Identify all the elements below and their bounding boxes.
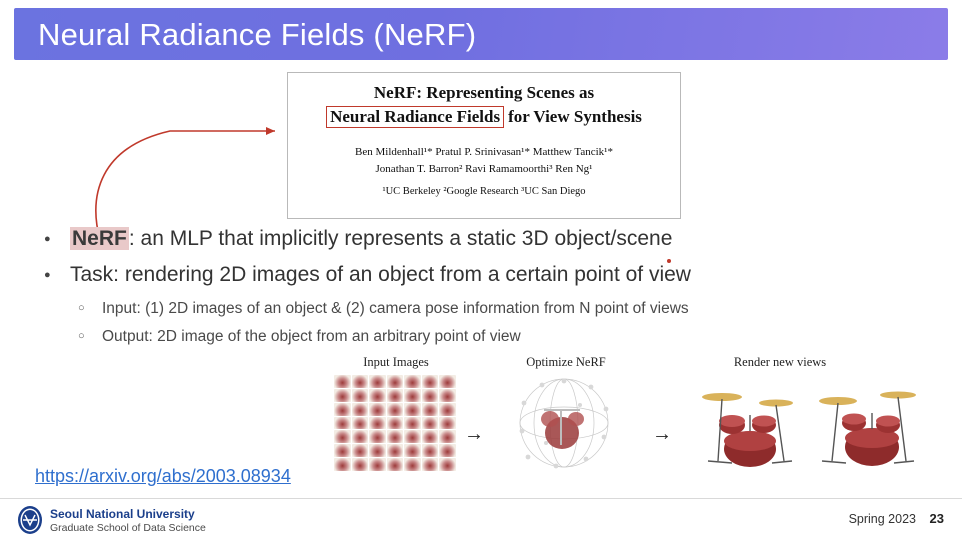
input-image-thumbnail [334, 458, 351, 471]
annotation-dot-icon [667, 259, 671, 263]
input-image-thumbnail [387, 444, 404, 457]
input-image-thumbnail [369, 389, 386, 402]
paper-authors-line2: Jonathan T. Barron² Ravi Ramamoorthi³ Ren Ng¹ [375, 163, 593, 175]
input-image-thumbnail [404, 430, 421, 443]
paper-title-line2 [288, 106, 680, 128]
input-image-thumbnail [387, 403, 404, 416]
bullet-item-3 [30, 296, 930, 321]
figure-arrow-1-icon: → [464, 423, 484, 445]
input-image-thumbnail [404, 403, 421, 416]
input-image-thumbnail [334, 403, 351, 416]
paper-title-highlight-box: Neural Radiance Fields [326, 106, 504, 128]
paper-affiliations: ¹UC Berkeley ²Google Research ³UC San Diego [382, 186, 586, 197]
input-image-thumbnail [387, 458, 404, 471]
input-image-thumbnail [422, 403, 439, 416]
input-image-thumbnail [352, 403, 369, 416]
input-image-thumbnail [422, 375, 439, 388]
university-name: Seoul National University [50, 507, 195, 521]
input-image-thumbnail [369, 444, 386, 457]
footer-divider [0, 498, 962, 499]
figure-render-view-2 [810, 375, 926, 475]
paper-header-card [287, 72, 681, 219]
input-image-thumbnail [439, 417, 456, 430]
input-image-thumbnail [369, 430, 386, 443]
input-image-thumbnail [422, 430, 439, 443]
input-image-thumbnail [404, 444, 421, 457]
input-image-thumbnail [334, 444, 351, 457]
figure-caption-input: Input Images [363, 355, 429, 369]
figure-caption-optimize: Optimize NeRF [526, 355, 606, 369]
input-image-thumbnail [369, 458, 386, 471]
bullet-3-text: Input: (1) 2D images of an object & (2) camera pose information from N point of views [102, 300, 689, 317]
input-image-thumbnail [352, 375, 369, 388]
university-logo-icon [16, 505, 44, 535]
bullet-2-text: Task: rendering 2D images of an object from a certain point of view [70, 263, 691, 286]
paper-authors-line1: Ben Mildenhall¹* Pratul P. Srinivasan¹* Matthew Tancik¹* [355, 146, 613, 158]
bullet-item-2 [30, 260, 930, 290]
input-image-thumbnail [387, 375, 404, 388]
input-image-thumbnail [352, 444, 369, 457]
input-image-thumbnail [404, 389, 421, 402]
input-image-thumbnail [369, 403, 386, 416]
input-image-thumbnail [387, 389, 404, 402]
bullet-1-text: : an MLP that implicitly represents a static 3D object/scene [128, 227, 673, 250]
input-image-thumbnail [387, 417, 404, 430]
nerf-pipeline-figure [300, 355, 920, 475]
input-image-thumbnail [404, 375, 421, 388]
bullet-1-highlight: NeRF [72, 227, 127, 250]
bullet-item-1 [30, 224, 930, 254]
paper-title-rest: for View Synthesis [508, 107, 642, 126]
input-image-thumbnail [387, 430, 404, 443]
input-image-thumbnail [334, 389, 351, 402]
input-image-thumbnail [334, 417, 351, 430]
input-image-thumbnail [404, 417, 421, 430]
input-image-thumbnail [404, 458, 421, 471]
input-image-thumbnail [422, 458, 439, 471]
figure-optimize-nerf-panel [496, 375, 636, 473]
bullet-item-4 [30, 324, 930, 349]
figure-caption-render: Render new views [733, 355, 827, 369]
term-label: Spring 2023 [848, 512, 916, 526]
figure-render-view-1 [692, 375, 808, 475]
page-number: 23 [929, 511, 944, 526]
input-image-thumbnail [439, 389, 456, 402]
input-image-thumbnail [439, 458, 456, 471]
input-image-thumbnail [439, 375, 456, 388]
arxiv-link[interactable]: https://arxiv.org/abs/2003.08934 [35, 466, 291, 486]
input-image-thumbnail [352, 389, 369, 402]
slide-title-bar [14, 8, 948, 60]
input-image-thumbnail [334, 430, 351, 443]
input-image-thumbnail [422, 444, 439, 457]
page-title: Neural Radiance Fields (NeRF) [38, 17, 477, 52]
input-image-thumbnail [352, 417, 369, 430]
input-image-thumbnail [352, 430, 369, 443]
annotation-arrow-icon [70, 95, 300, 245]
input-image-thumbnail [352, 458, 369, 471]
bullet-4-text: Output: 2D image of the object from an arbitrary point of view [102, 328, 521, 345]
input-image-thumbnail [422, 417, 439, 430]
input-image-thumbnail [439, 430, 456, 443]
input-image-thumbnail [439, 444, 456, 457]
paper-title-line1: NeRF: Representing Scenes as [373, 83, 595, 102]
figure-arrow-2-icon: → [652, 423, 672, 445]
department-name: Graduate School of Data Science [50, 522, 206, 534]
input-image-thumbnail [422, 389, 439, 402]
figure-input-images-grid [334, 375, 456, 471]
input-image-thumbnail [369, 375, 386, 388]
input-image-thumbnail [369, 417, 386, 430]
input-image-thumbnail [439, 403, 456, 416]
input-image-thumbnail [334, 375, 351, 388]
bullet-list [30, 224, 930, 352]
